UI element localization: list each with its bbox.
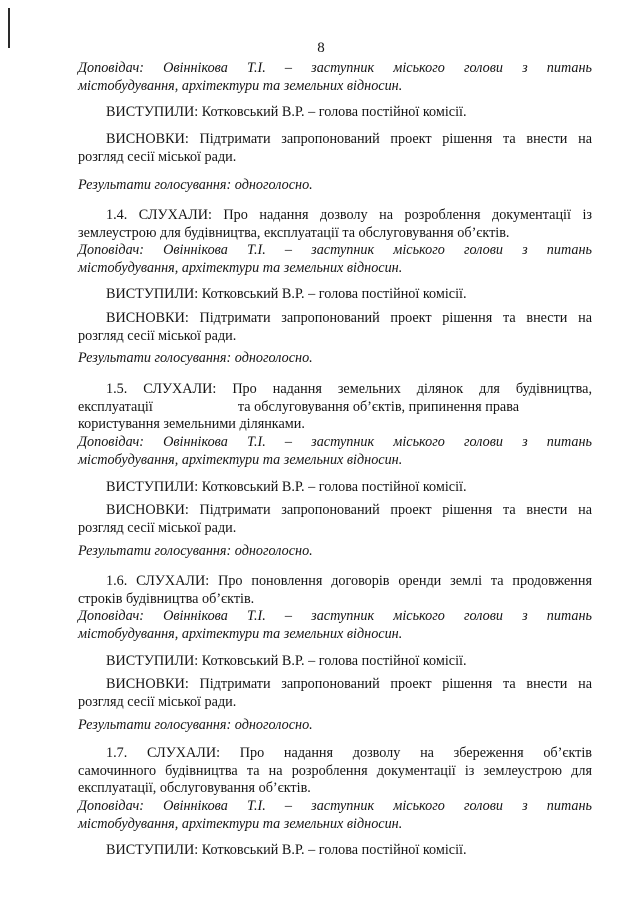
reporter-block-1 xyxy=(78,60,592,95)
vote-result-3: Результати голосування: одноголосно. xyxy=(78,543,313,559)
speaker-1: ВИСТУПИЛИ: Котковський В.Р. – голова постійної комісії. xyxy=(106,104,467,120)
conclusion-1: ВИСНОВКИ: Підтримати запропонований проект рішення та внести на розгляд сесії міської ради. xyxy=(78,131,592,165)
item-1-4-heard: 1.4. СЛУХАЛИ: Про надання дозволу на розроблення документації із землеустрою для будівництва, експлуатації та обслуговування об’єктів. xyxy=(78,207,592,241)
speaker-5: ВИСТУПИЛИ: Котковський В.Р. – голова постійної комісії. xyxy=(106,842,467,858)
speaker-3: ВИСТУПИЛИ: Котковський В.Р. – голова постійної комісії. xyxy=(106,479,467,495)
item-1-7-heard: 1.7. СЛУХАЛИ: Про надання дозволу на збереження об’єктів самочинного будівництва та на розроблення документації із землеустрою для експлуатації, обслуговування об’єктів. xyxy=(78,745,592,796)
vote-result-1: Результати голосування: одноголосно. xyxy=(78,177,313,193)
reporter-block-3: Доповідач: Овіннікова Т.І. – заступник міського голови з питань містобудування, архітектури та земельних відносин. xyxy=(78,434,592,468)
page-number: 8 xyxy=(317,40,325,56)
item-1-5-heard: 1.5. СЛУХАЛИ: Про надання земельних ділянок для будівництва, експлуатації та обслуговування об’єктів, припинення права користування земельними ділянками. xyxy=(78,381,592,432)
conclusion-4: ВИСНОВКИ: Підтримати запропонований проект рішення та внести на розгляд сесії міської ради. xyxy=(78,676,592,710)
item-1-6-heard: 1.6. СЛУХАЛИ: Про поновлення договорів оренди землі та продовження строків будівництва об’єктів. xyxy=(78,573,592,607)
reporter-line: містобудування, архітектури та земельних відносин. xyxy=(78,77,403,94)
vote-result-2: Результати голосування: одноголосно. xyxy=(78,350,313,366)
conclusion-3: ВИСНОВКИ: Підтримати запропонований проект рішення та внести на розгляд сесії міської ради. xyxy=(78,502,592,536)
reporter-block-4: Доповідач: Овіннікова Т.І. – заступник міського голови з питань містобудування, архітектури та земельних відносин. xyxy=(78,608,592,642)
speaker-2: ВИСТУПИЛИ: Котковський В.Р. – голова постійної комісії. xyxy=(106,286,467,302)
vote-result-4: Результати голосування: одноголосно. xyxy=(78,717,313,733)
reporter-line: Доповідач: Овіннікова Т.І. – заступник міського голови з питань xyxy=(78,60,592,76)
reporter-block-2: Доповідач: Овіннікова Т.І. – заступник міського голови з питань містобудування, архітектури та земельних відносин. xyxy=(78,242,592,276)
conclusion-2: ВИСНОВКИ: Підтримати запропонований проект рішення та внести на розгляд сесії міської ради. xyxy=(78,310,592,344)
speaker-4: ВИСТУПИЛИ: Котковський В.Р. – голова постійної комісії. xyxy=(106,653,467,669)
reporter-block-5: Доповідач: Овіннікова Т.І. – заступник міського голови з питань містобудування, архітектури та земельних відносин. xyxy=(78,798,592,832)
